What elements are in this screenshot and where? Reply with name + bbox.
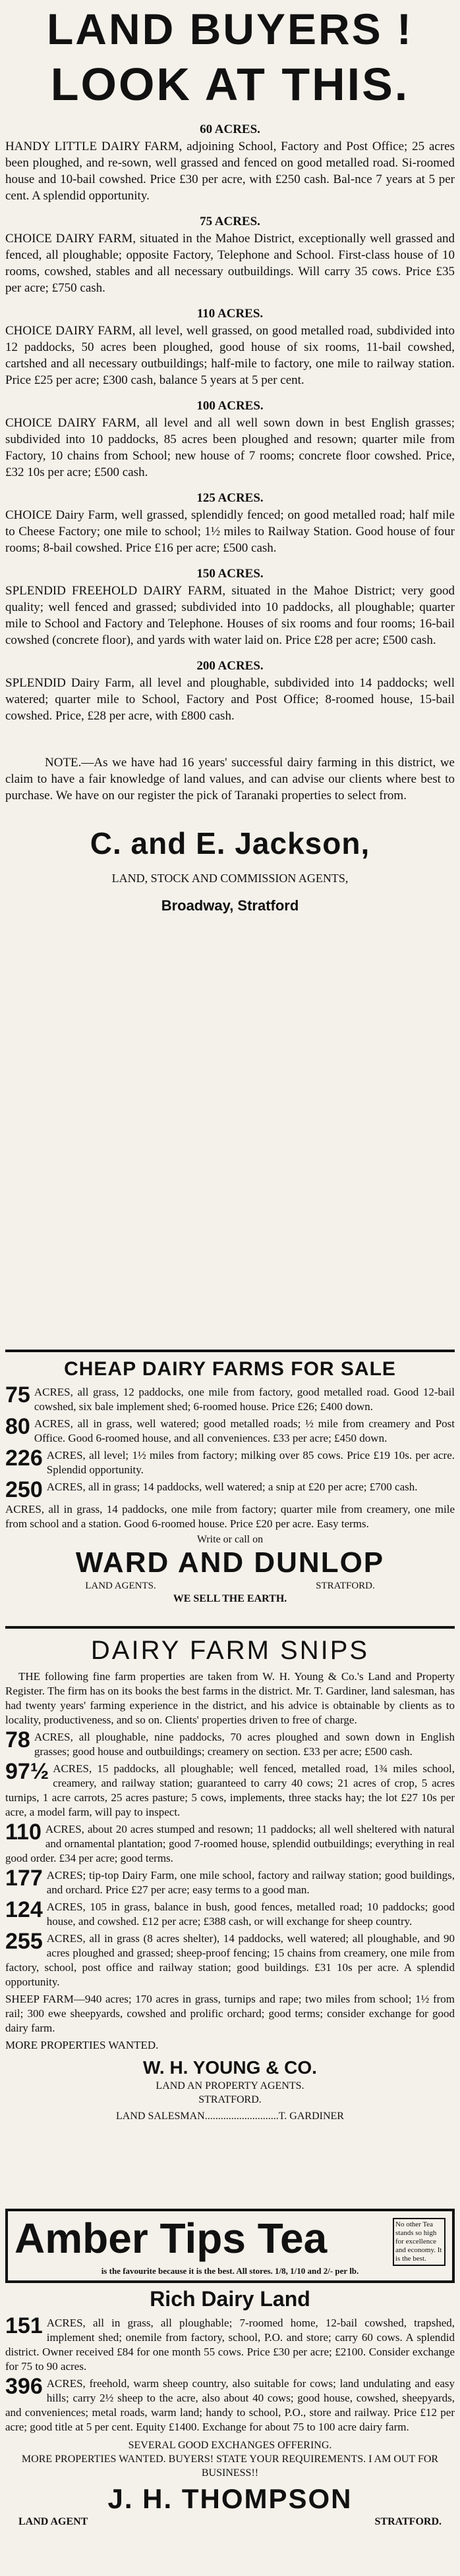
listing-item [5,2038,455,2053]
listing-text: CHOICE Dairy Farm, well grassed, splendidly fenced; on good metalled road; half mile to Cheese Factory; one mile to school; 1½ miles to Railway Station. Good house of four rooms; 8-bail cowshed. Price £16 per acre; £500 cash. [5,508,455,555]
listing-acres-number: 75 [5,1382,30,1407]
listing-acres-number: 250 [5,1477,43,1502]
agents-line [5,1579,455,1592]
listing-text: ACRES, all in grass (8 acres shelter), 14 paddocks, well watered; all ploughable, and 90 acres ploughed and grassed; sheep-proof fencing; 15 chains from creamery, one mile from factory, school, post office and railway station; good buildings. £31 10s per acre. A splendid opportunity. [5,1932,455,1988]
listing-acres-heading: 125 ACRES. [196,491,264,505]
listing-acres-heading: 60 ACRES. [200,122,260,136]
thompson-advert [5,2284,455,2529]
young-co-advert [5,1626,455,2123]
listing-text: SHEEP FARM—940 acres; 170 acres in grass, turnips and rape; two miles from school; 1½ from rail; 300 ewe sheepyards, cowshed and prolific orchard; good terms; consider exchange for good dairy farm. [5,1993,455,2034]
listing-text: CHOICE DAIRY FARM, all level and all well sown down in best English grasses; subdivided into 10 paddocks, 85 acres been ploughed and resown; quarter mile from Factory, 10 chains from School; new house of 7 rooms; concrete floor cowshed. Price, £32 10s per acre; £500 cash. [5,416,455,479]
amber-tips-advert [5,2209,455,2283]
slogan: WE SELL THE EARTH. [173,1593,287,1604]
listing-item [5,1477,455,1502]
listing-text: ACRES, 105 in grass, balance in bush, good fences, metalled road; 10 paddocks; good house, and cowshed. £12 per acre; £388 cash, or will exchange for sheep country. [46,1901,455,1928]
firm-name: J. H. THOMPSON [107,2483,353,2514]
listing-list [5,1382,455,1531]
listing-text: ACRES, about 20 acres stumped and resown; 11 paddocks; all well sheltered with natural and ornamental plantation; good 7-roomed house, splendid outbuildings; everything in real good order. £34 per acre; good terms. [5,1823,455,1864]
tagline: is the favourite because it is the best. All stores. 1/8, 1/10 and 2/- per lb. [101,2266,359,2276]
ad-headline: DAIRY FARM SNIPS [90,1636,370,1665]
land-agents-label: LAND AGENTS. [85,1581,156,1591]
listing-item [5,1897,455,1929]
town-label: STRATFORD. [198,2094,262,2105]
listing-list [5,2313,455,2434]
listing-acres-number: 151 [5,2313,43,2338]
listing-item [5,1727,455,1759]
listing-acres-number: 97½ [5,1759,49,1784]
listing-item [5,1502,455,1531]
listing-text: HANDY LITTLE DAIRY FARM, adjoining School, Factory and Post Office; 25 acres been ploughed, and re-sown, well grassed and fenced on good metalled road. Si-roomed house and 10-bail cowshed. Price £30 per acre, with £250 cash. Bal-nce 7 years at 5 per cent. A splendid opportunity. [5,140,455,203]
listing-item [5,2313,455,2374]
listing-acres-heading: 100 ACRES. [196,399,264,413]
listing-text: ACRES, all level; 1½ miles from factory; milking over 85 cows. Price £19 10s. per acre. Splendid opportunity. [46,1449,455,1476]
listing-acres-number: 78 [5,1727,30,1752]
town-label: STRATFORD. [316,1581,375,1591]
land-agent-label: LAND AGENT [18,2516,88,2527]
listing-acres-heading: 150 ACRES. [196,567,264,581]
listing-acres-heading: 200 ACRES. [196,659,264,673]
listing-item [5,1759,455,1820]
note-paragraph: NOTE.—As we have had 16 years' successful dairy farming in this district, we claim to have a fair knowledge of land values, and can advise our clients where best to purchase. We have on our register the pick of Taranaki properties to select from. [5,756,455,802]
listing-text: CHOICE DAIRY FARM, all level, well grassed, on good metalled road, subdivided into 12 paddocks, 50 acres been ploughed, good house of six rooms, 11-bail cowshed, cartshed and all necessary outbuildings; half-mile to factory, one mile to railway station. Price £25 per acre; £300 cash, balance 5 years at 5 per cent. [5,324,455,387]
listing-acres-number: 255 [5,1929,43,1954]
agents-line [5,2515,455,2529]
listing-item [5,1382,455,1414]
listing-text: SPLENDID Dairy Farm, all level and ploughable, subdivided into 14 paddocks; well watered; quarter mile to School, Factory and Post Office; 8-roomed house, 15-bail cowshed. Price, £28 per acre, with £800 cash. [5,676,455,723]
listing-item [5,1929,455,1989]
listing-acres-number: 226 [5,1446,43,1471]
listing-text: ACRES, freehold, warm sheep country, also suitable for cows; land undulating and easy hills; carry 2½ sheep to the acre, also about 40 cows; good house, cowshed, sheepyards, and conveniences; metal roads, warm land; handy to school, P.O., store and railway. Price £12 per acre; good title at 5 per cent. Equity £1400. Exchange for about 75 to 100 acre dairy farm. [5,2377,455,2433]
footer-line-2: MORE PROPERTIES WANTED. BUYERS! STATE YOUR REQUIREMENTS. I AM OUT FOR BUSINESS!! [21,2454,439,2479]
listing-text: ACRES; tip-top Dairy Farm, one mile school, factory and railway station; good buildings, and orchard. Price £27 per acre; easy terms to a good man. [46,1869,455,1896]
listing-acres-number: 177 [5,1866,43,1891]
listing-list [5,1727,455,2053]
firm-name: C. and E. Jackson, [90,826,370,860]
ad-headline: LAND BUYERS ! [46,5,413,53]
listing-acres-number: 110 [5,1820,42,1845]
ward-dunlop-advert [5,1350,455,1606]
listing-item [5,1992,455,2036]
listing-item [5,1448,455,1477]
footer-line-1: SEVERAL GOOD EXCHANGES OFFERING. [128,2440,332,2451]
firm-subtitle: LAND, STOCK AND COMMISSION AGENTS, [111,872,349,885]
listing-item [5,1414,455,1446]
listing-text: ACRES, all ploughable, nine paddocks, 70 acres ploughed and sown down in English grasses; good house and outbuildings; creamery on section. £33 per acre; £500 cash. [34,1731,455,1758]
listing-acres-number: 80 [5,1414,30,1439]
listing-text: CHOICE DAIRY FARM, situated in the Mahoe District, exceptionally well grassed and fenced, all ploughable; opposite Factory, Telephone and School. First-class house of 10 rooms, cowshed, stables and all necessary outbuildings. Will carry 35 cows. Price £35 per acre; £750 cash. [5,232,455,295]
listing-text: ACRES, all in grass, all ploughable; 7-roomed home, 12-bail cowshed, trapshed, implement shed; onemile from factory, school, P.O. and store; carry 60 cows. A splendid district. Owner received £84 for one month 55 cows. Price £30 per acre; £2100. Consider exchange for 75 to 90 acres. [5,2317,455,2373]
listing-text: ACRES, all grass, 12 paddocks, one mile from factory, good metalled road. Good 12-bail cowshed, six bale implement shed; 6-roomed house. Price £26; £400 down. [34,1386,455,1413]
listing-item [5,1822,455,1866]
listing-list [5,121,455,724]
jackson-advert [5,0,455,916]
tea-box-text: No other Tea stands so high for excellence and economy. It is the best. [393,2218,446,2266]
salesman-line: LAND SALESMAN............................T. GARDINER [116,2111,344,2122]
write-line: Write or call on [196,1534,264,1545]
listing-text: ACRES, all in grass, well watered; good metalled roads; ½ mile from creamery and Post Office. Good 6-roomed house, and all conveniences. £33 per acre; £450 down. [34,1417,455,1444]
ad-headline: Rich Dairy Land [150,2287,310,2311]
firm-subtitle: LAND AN PROPERTY AGENTS. [156,2080,304,2091]
firm-name: WARD AND DUNLOP [75,1546,385,1579]
listing-item [5,2374,455,2434]
listing-text: ACRES, all in grass; 14 paddocks, well watered; a snip at £20 per acre; £700 cash. [46,1481,418,1493]
town-label: STRATFORD. [374,2516,442,2527]
ad-headline: Amber Tips Tea [14,2215,328,2262]
listing-text: MORE PROPERTIES WANTED. [5,2039,159,2051]
listing-acres-number: 396 [5,2374,43,2399]
ad-headline-2: LOOK AT THIS. [50,59,410,110]
ad-headline: CHEAP DAIRY FARMS FOR SALE [64,1358,396,1380]
listing-acres-heading: 75 ACRES. [200,215,260,228]
listing-item [5,1868,455,1897]
firm-name: W. H. YOUNG & CO. [143,2057,317,2078]
firm-address: Broadway, Stratford [161,897,299,914]
intro-paragraph: THE following fine farm properties are taken from W. H. Young & Co.'s Land and Property Register. The firm has on its books the best farms in the district. Mr. T. Gardiner, land salesman, has had twenty years' farming experience in the district, and his advice is obtainable by clients as to locality, productiveness, and so on. Clients' properties driven to free of charge. [5,1670,455,1726]
listing-text: ACRES, 15 paddocks, all ploughable; well fenced, metalled road, 1¾ miles school, creamery, and railway station; guaranteed to carry 40 cows; 21 acres of crop, 5 acres turnips, 1 acre carrots, 25 acres pasture; 5 cows, implements, three stacks hay; the lot £27 10s per acre, a model farm, will pay to inspect. [5,1762,455,1818]
listing-acres-number: 124 [5,1897,43,1922]
listing-acres-heading: 110 ACRES. [196,307,264,321]
listing-text: ACRES, all in grass, 14 paddocks, one mile from factory; quarter mile from creamery, one mile from school and a station. Good 6-roomed house. Price £20 per acre. Easy terms. [5,1503,455,1530]
listing-text: SPLENDID FREEHOLD DAIRY FARM, situated in the Mahoe District; very good quality; well fenced and grassed; subdivided into 10 paddocks, all ploughable; quarter mile to School and Factory and Telephone. Houses of six rooms and four rooms; 16-bail cowshed (concrete floor), and yards with water laid on. Price £28 per acre; £500 cash. [5,584,455,647]
